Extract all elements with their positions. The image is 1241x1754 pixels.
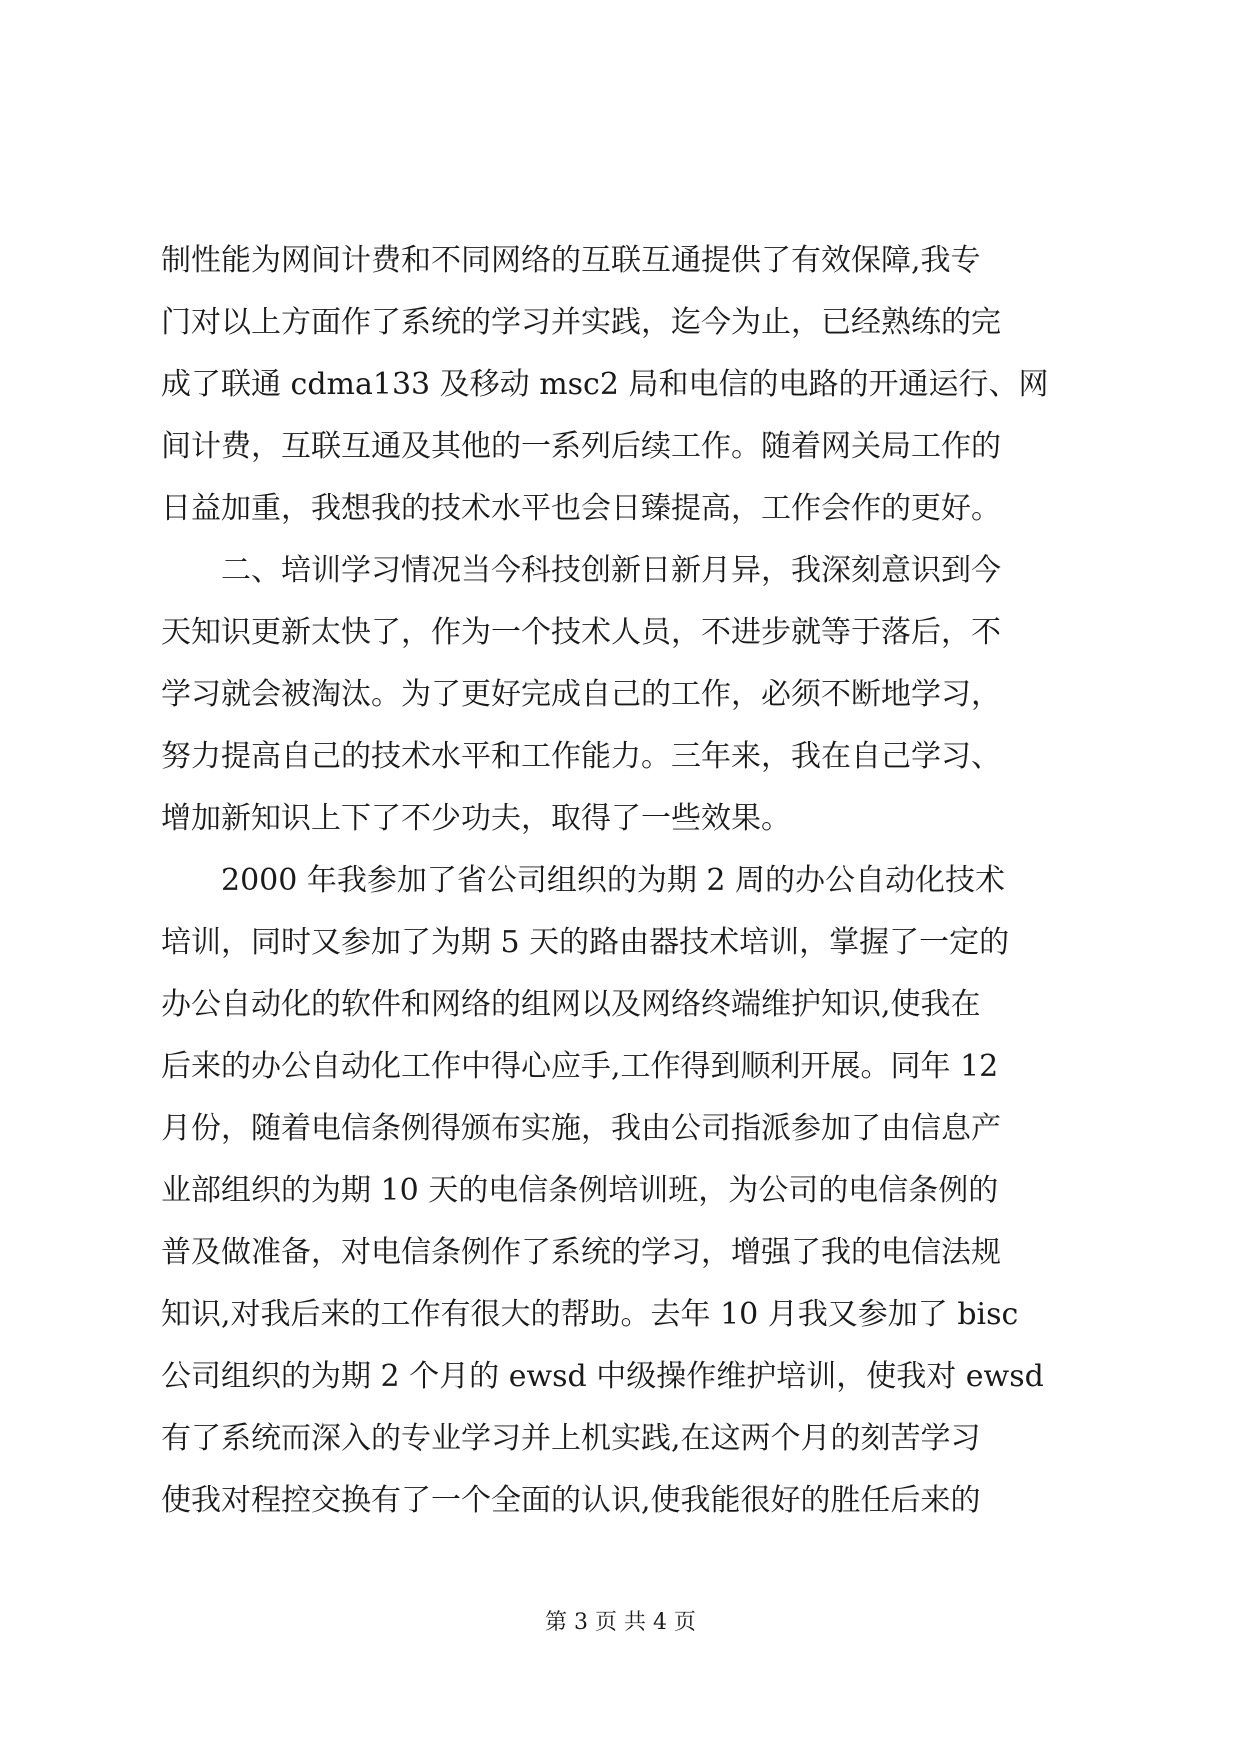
- text-line: 知识,对我后来的工作有很大的帮助。去年 10 月我又参加了 bisc: [161, 1297, 1019, 1332]
- text-line: 培训，同时又参加了为期 5 天的路由器技术培训，掌握了一定的: [161, 925, 1010, 960]
- text-line: 业部组织的为期 10 天的电信条例培训班，为公司的电信条例的: [161, 1173, 999, 1208]
- text-line: 成了联通 cdma133 及移动 msc2 局和电信的电路的开通运行、网: [161, 367, 1049, 402]
- text-line: 努力提高自己的技术水平和工作能力。三年来，我在自己学习、: [161, 739, 1001, 774]
- page-number-label: 第 3 页 共 4 页: [545, 1610, 696, 1635]
- text-line: 办公自动化的软件和网络的组网以及网络终端维护知识,使我在: [161, 987, 981, 1022]
- page-footer: [0, 1608, 1241, 1638]
- text-line: 增加新知识上下了不少功夫，取得了一些效果。: [161, 801, 791, 836]
- text-line: 2000 年我参加了省公司组织的为期 2 周的办公自动化技术: [161, 863, 1006, 898]
- text-line: 门对以上方面作了系统的学习并实践，迄今为止，已经熟练的完: [161, 305, 1001, 340]
- text-line: 后来的办公自动化工作中得心应手,工作得到顺利开展。同年 12: [161, 1049, 999, 1084]
- text-line: 月份，随着电信条例得颁布实施，我由公司指派参加了由信息产: [161, 1111, 1001, 1146]
- text-line: 制性能为网间计费和不同网络的互联互通提供了有效保障,我专: [161, 243, 981, 278]
- text-line: 天知识更新太快了，作为一个技术人员，不进步就等于落后，不: [161, 615, 1001, 650]
- text-line: 使我对程控交换有了一个全面的认识,使我能很好的胜任后来的: [161, 1483, 981, 1518]
- text-line: 学习就会被淘汰。为了更好完成自己的工作，必须不断地学习，: [161, 677, 1001, 712]
- text-line: 日益加重，我想我的技术水平也会日臻提高，工作会作的更好。: [161, 491, 1001, 526]
- text-line: 间计费，互联互通及其他的一系列后续工作。随着网关局工作的: [161, 429, 1001, 464]
- text-line: 有了系统而深入的专业学习并上机实践,在这两个月的刻苦学习: [161, 1421, 981, 1456]
- body-text: [161, 230, 1081, 1532]
- text-line: 普及做准备，对电信条例作了系统的学习，增强了我的电信法规: [161, 1235, 1001, 1270]
- text-line: 公司组织的为期 2 个月的 ewsd 中级操作维护培训，使我对 ewsd: [161, 1359, 1044, 1394]
- text-line: 二、培训学习情况当今科技创新日新月异，我深刻意识到今: [161, 553, 1001, 588]
